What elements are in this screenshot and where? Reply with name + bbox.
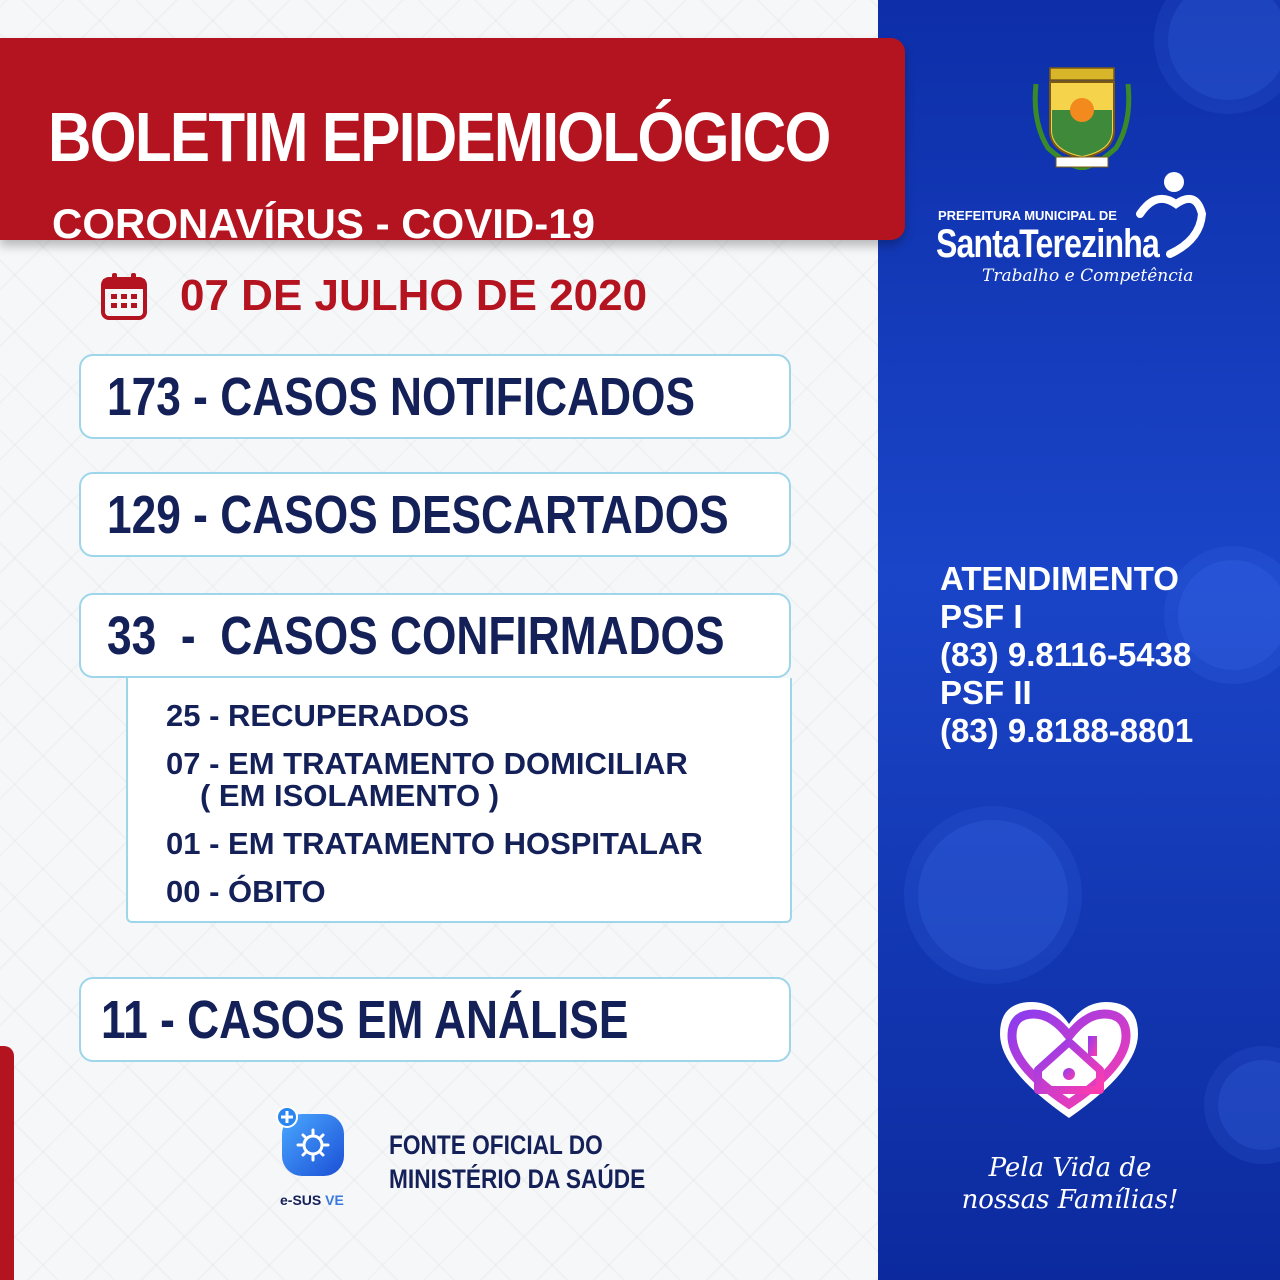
confirmed-cases-box [79, 593, 791, 678]
official-source [389, 1128, 645, 1196]
date-row [100, 268, 647, 324]
page-subtitle: CORONAVÍRUS - COVID-19 [52, 200, 595, 247]
psf1-label: PSF I [940, 598, 1023, 635]
prefeitura-label: PREFEITURA MUNICIPAL DE [938, 208, 1117, 223]
esus-ve-icon [276, 1106, 348, 1178]
analysis-cases-text: 11 - CASOS EM ANÁLISE [101, 989, 629, 1050]
psf2-phone: (83) 9.8188-8801 [940, 712, 1194, 749]
source-line-2: MINISTÉRIO DA SAÚDE [389, 1164, 646, 1194]
hospital-treatment-count: 01 - EM TRATAMENTO HOSPITALAR [166, 826, 703, 861]
esus-label-suffix: VE [325, 1192, 344, 1208]
heart-home-icon [990, 990, 1148, 1130]
page-title: BOLETIM EPIDEMIOLÓGICO [48, 98, 830, 176]
virus-decoration [918, 820, 1068, 970]
discarded-cases-text: 129 - CASOS DESCARTADOS [107, 484, 729, 545]
city-name: SantaTerezinha [936, 222, 1159, 266]
city-slogan: Trabalho e Competência [982, 266, 1194, 286]
home-treatment-note: ( EM ISOLAMENTO ) [200, 778, 500, 813]
decorative-red-tab [0, 1046, 14, 1280]
psf1-phone: (83) 9.8116-5438 [940, 636, 1192, 673]
municipal-crest-icon [1028, 62, 1136, 170]
source-line-1: FONTE OFICIAL DO [389, 1130, 603, 1160]
virus-decoration [1218, 1060, 1280, 1150]
campaign-tagline [960, 1152, 1180, 1216]
contact-heading: ATENDIMENTO [940, 560, 1179, 597]
municipal-logo-swoosh-icon [1136, 170, 1206, 260]
virus-decoration [1168, 0, 1280, 100]
notified-cases-box [79, 354, 791, 439]
contact-info [940, 560, 1193, 750]
notified-cases-text: 173 - CASOS NOTIFICADOS [107, 366, 696, 427]
tagline-line-1: Pela Vida de [988, 1153, 1152, 1183]
esus-label-prefix: e-SUS [280, 1192, 322, 1208]
calendar-icon [100, 271, 148, 321]
discarded-cases-box [79, 472, 791, 557]
confirmed-cases-text: 33 - CASOS CONFIRMADOS [107, 605, 725, 666]
header-banner [0, 38, 905, 247]
death-count: 00 - ÓBITO [166, 874, 326, 909]
psf2-label: PSF II [940, 674, 1032, 711]
virus-decoration [1178, 560, 1280, 670]
report-date: 07 DE JULHO DE 2020 [180, 271, 648, 320]
analysis-cases-box [79, 977, 791, 1062]
confirmed-breakdown-box [126, 678, 792, 923]
home-treatment-count: 07 - EM TRATAMENTO DOMICILIAR [166, 746, 688, 781]
tagline-line-2: nossas Famílias! [961, 1185, 1179, 1215]
recovered-count: 25 - RECUPERADOS [166, 698, 470, 733]
esus-ve-label [280, 1192, 344, 1208]
